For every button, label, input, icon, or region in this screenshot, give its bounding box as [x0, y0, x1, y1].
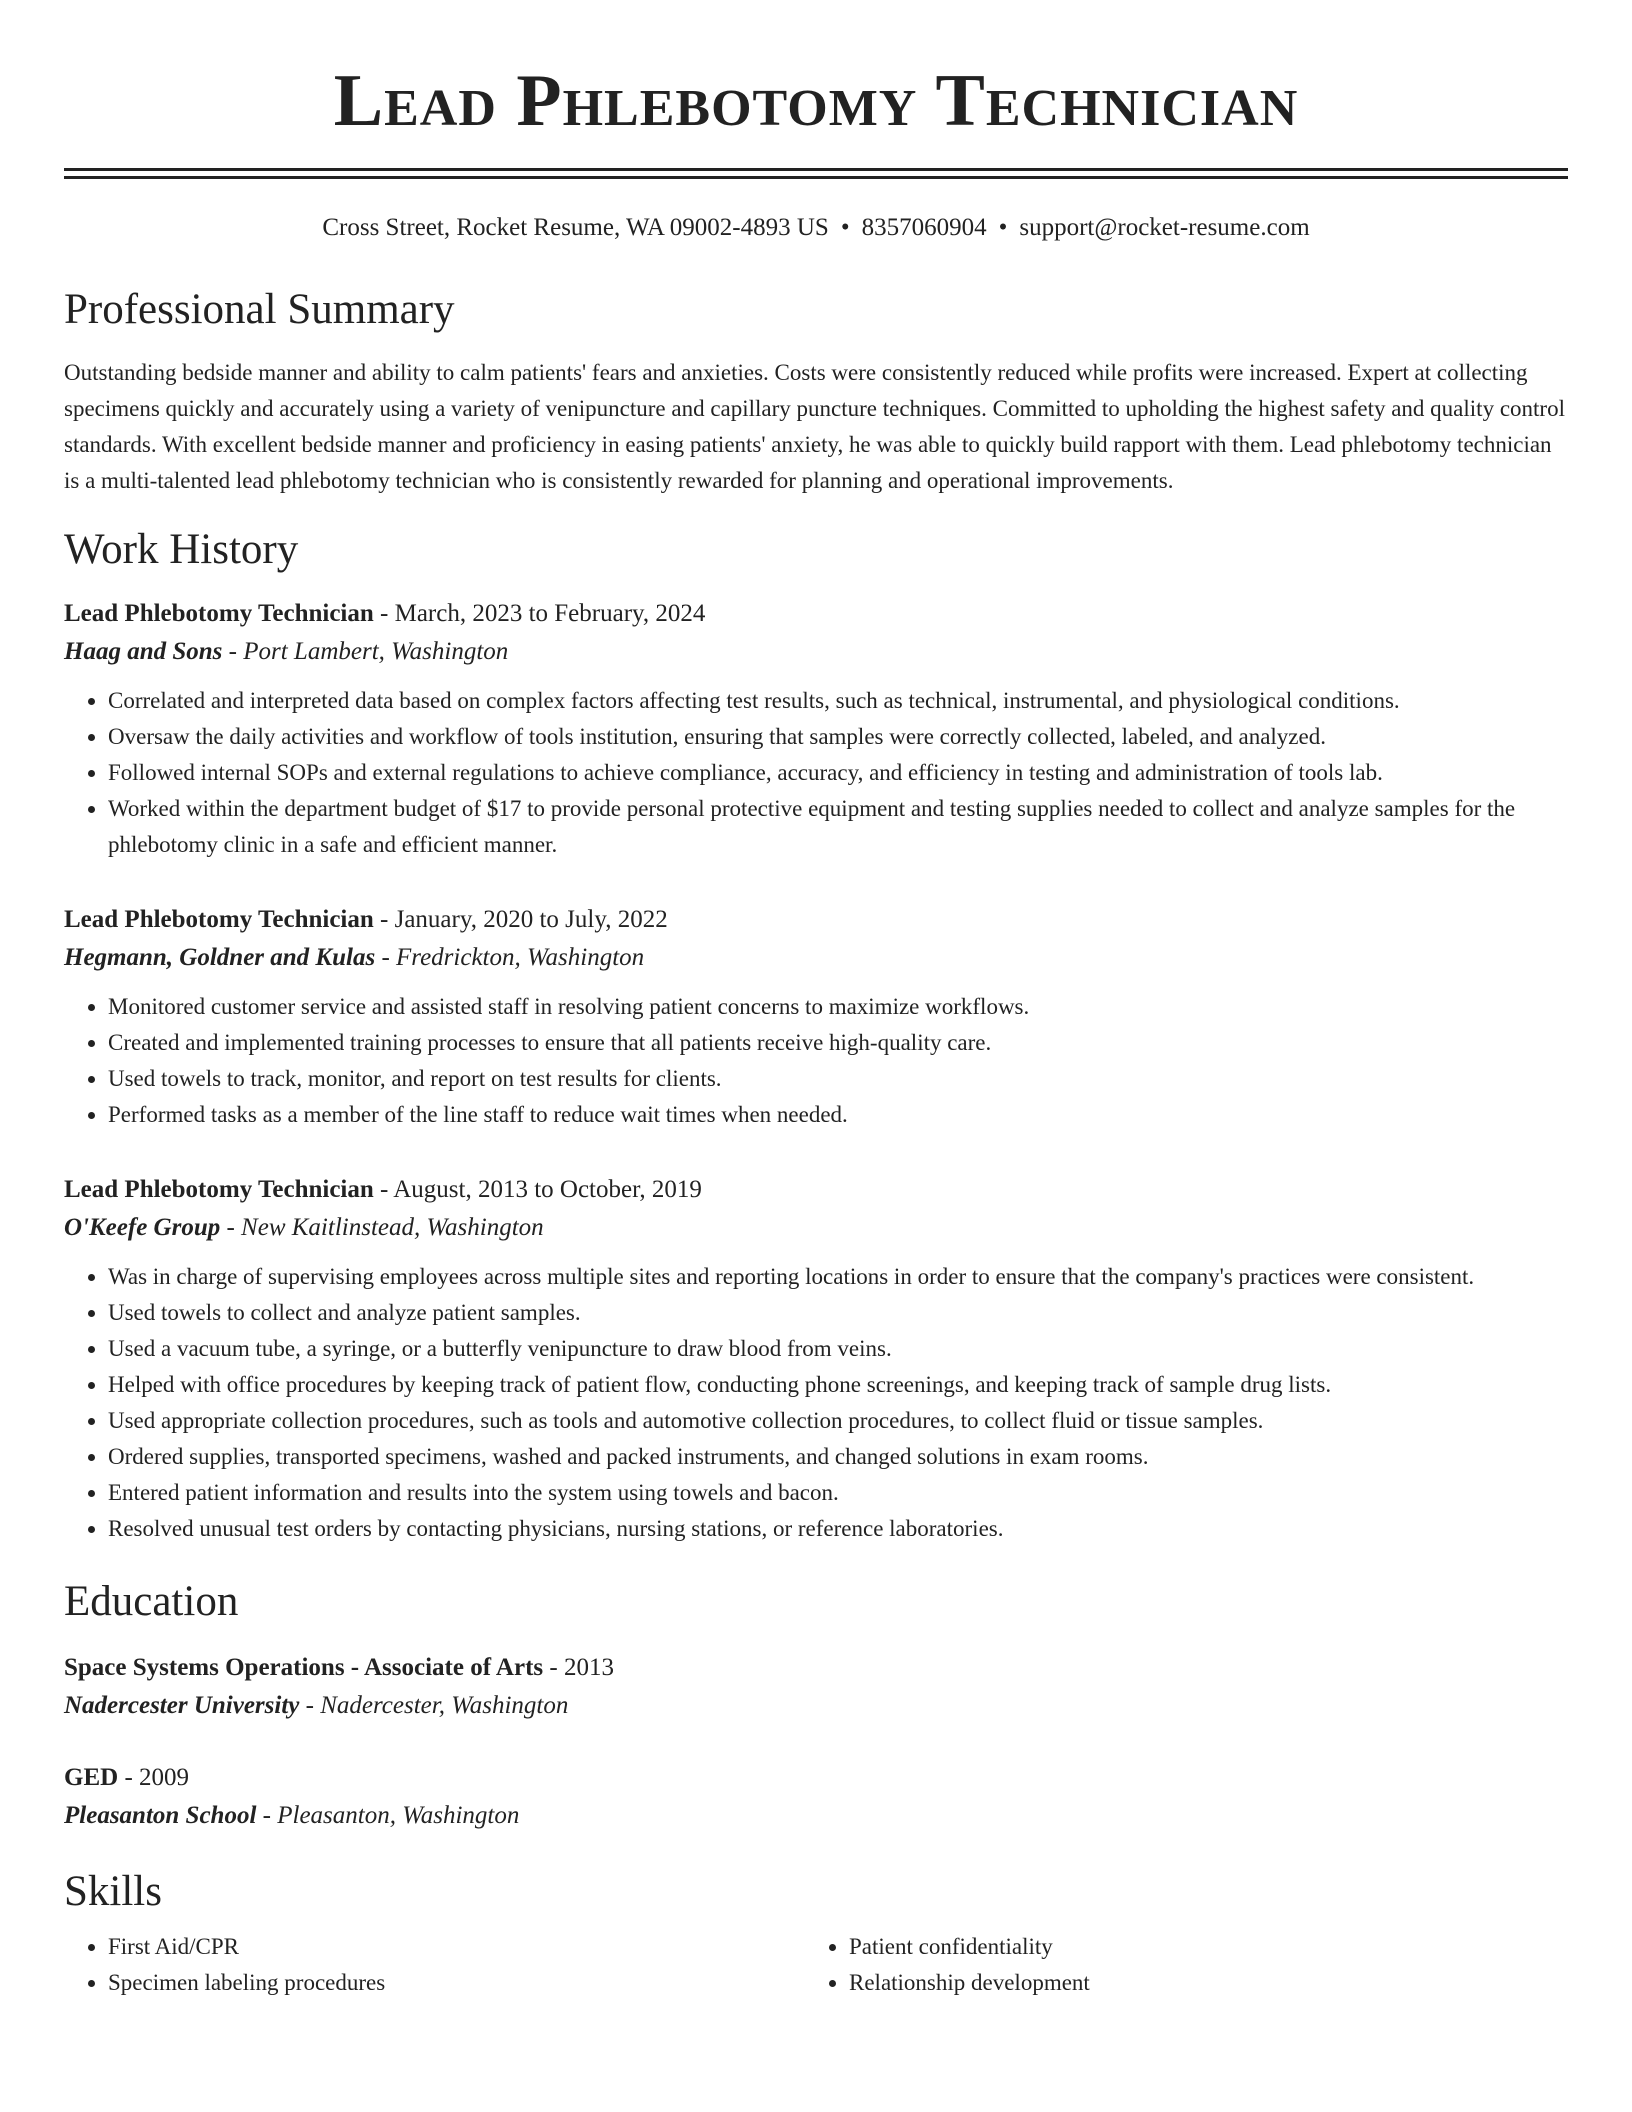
degree-year: - 2013 — [543, 1654, 614, 1681]
employer-name: Hegmann, Goldner and Kulas — [64, 944, 376, 971]
contact-email: support@rocket-resume.com — [1019, 214, 1310, 241]
degree-name: GED — [64, 1764, 119, 1791]
skills-heading: Skills — [64, 1868, 162, 1915]
job-bullet: • Was in charge of supervising employees across multiple sites and reporting locations in order to ensure that the company's practices were consistent. — [108, 1259, 1568, 1295]
job-bullet: • Worked within the department budget of $17 to provide personal protective equipment and testing supplies needed to collect and analyze samples for the phlebotomy clinic in a safe and efficient manner. — [108, 791, 1568, 863]
skill-item: • Specimen labeling procedures — [108, 1965, 805, 2001]
employer-line — [64, 939, 1568, 977]
contact-line — [64, 213, 1568, 243]
job-dates: - January, 2020 to July, 2022 — [373, 906, 668, 933]
school-line — [64, 1797, 1568, 1835]
degree-line — [64, 1759, 1568, 1797]
job-title: Lead Phlebotomy Technician — [64, 600, 374, 627]
job-dates: - August, 2013 to October, 2019 — [373, 1176, 702, 1203]
employer-location: - Fredrickton, Washington — [375, 944, 645, 971]
contact-address: Cross Street, Rocket Resume, WA 09002-4893 US — [322, 214, 829, 241]
employer-name: Haag and Sons — [64, 638, 223, 665]
employer-name: O'Keefe Group — [64, 1214, 221, 1241]
job-bullet: • Ordered supplies, transported specimens, washed and packed instruments, and changed solutions in exam rooms. — [108, 1439, 1568, 1475]
job-title: Lead Phlebotomy Technician — [64, 906, 374, 933]
degree-line — [64, 1649, 1568, 1687]
employer-line — [64, 1209, 1568, 1247]
job-title: Lead Phlebotomy Technician — [64, 1176, 374, 1203]
header-divider — [64, 168, 1568, 179]
employer-line — [64, 633, 1568, 671]
skill-item: • Patient confidentiality — [849, 1929, 1546, 1965]
contact-separator: • — [840, 214, 850, 241]
job-entry — [64, 595, 1568, 863]
job-dates: - March, 2023 to February, 2024 — [373, 600, 706, 627]
education-heading: Education — [64, 1578, 239, 1625]
job-bullet: • Monitored customer service and assisted staff in resolving patient concerns to maximize workflows. — [108, 989, 1568, 1025]
contact-phone: 8357060904 — [861, 214, 987, 241]
school-name: Nadercester University — [64, 1692, 300, 1719]
job-bullet: • Helped with office procedures by keeping track of patient flow, conducting phone screenings, and keeping track of sample drug lists. — [108, 1367, 1568, 1403]
skills-list — [64, 1929, 1568, 2001]
job-bullets — [64, 1259, 1568, 1547]
skill-item: • Relationship development — [849, 1965, 1546, 2001]
job-bullet: • Used towels to collect and analyze patient samples. — [108, 1295, 1568, 1331]
skills-column-right — [805, 1929, 1546, 2001]
resume-title: Lead Phlebotomy Technician — [333, 60, 1299, 142]
school-name: Pleasanton School — [64, 1802, 257, 1829]
employer-location: - Port Lambert, Washington — [222, 638, 509, 665]
job-title-line — [64, 1171, 1568, 1209]
education-entry — [64, 1649, 1568, 1725]
job-title-line — [64, 901, 1568, 939]
skill-item: • First Aid/CPR — [108, 1929, 805, 1965]
job-bullet: • Entered patient information and results into the system using towels and bacon. — [108, 1475, 1568, 1511]
job-bullet: • Used a vacuum tube, a syringe, or a butterfly venipuncture to draw blood from veins. — [108, 1331, 1568, 1367]
job-bullet: • Resolved unusual test orders by contacting physicians, nursing stations, or reference laboratories. — [108, 1511, 1568, 1547]
degree-year: - 2009 — [118, 1764, 190, 1791]
job-entry — [64, 901, 1568, 1133]
job-entry — [64, 1171, 1568, 1547]
employer-location: - New Kaitlinstead, Washington — [220, 1214, 544, 1241]
job-bullet: • Used appropriate collection procedures, such as tools and automotive collection procedures, to collect fluid or tissue samples. — [108, 1403, 1568, 1439]
job-bullet: • Correlated and interpreted data based on complex factors affecting test results, such as technical, instrumental, and physiological conditions. — [108, 683, 1568, 719]
contact-separator: • — [998, 214, 1008, 241]
summary-heading: Professional Summary — [64, 286, 455, 333]
job-title-line — [64, 595, 1568, 633]
job-bullets — [64, 683, 1568, 863]
job-bullets — [64, 989, 1568, 1133]
education-entry — [64, 1759, 1568, 1835]
job-bullet: • Created and implemented training processes to ensure that all patients receive high-quality care. — [108, 1025, 1568, 1061]
school-location: - Nadercester, Washington — [299, 1692, 569, 1719]
school-line — [64, 1687, 1568, 1725]
job-bullet: • Oversaw the daily activities and workflow of tools institution, ensuring that samples were correctly collected, labeled, and analyzed. — [108, 719, 1568, 755]
job-bullet: • Performed tasks as a member of the line staff to reduce wait times when needed. — [108, 1097, 1568, 1133]
summary-text: Outstanding bedside manner and ability to calm patients' fears and anxieties. Costs were consistently reduced while profits were increased. Expert at collecting specimens quickly and accurately using a variety of venipuncture and capillary puncture techniques. Committed to upholding the highest safety and quality control standards. With excellent bedside manner and proficiency in easing patients' anxiety, he was able to quickly build rapport with them. Lead phlebotomy technician is a multi-talented lead phlebotomy technician who is consistently rewarded for planning and operational improvements. — [64, 360, 1565, 493]
job-bullet: • Followed internal SOPs and external regulations to achieve compliance, accuracy, and efficiency in testing and administration of tools lab. — [108, 755, 1568, 791]
skills-column-left — [64, 1929, 805, 2001]
school-location: - Pleasanton, Washington — [256, 1802, 520, 1829]
job-bullet: • Used towels to track, monitor, and report on test results for clients. — [108, 1061, 1568, 1097]
degree-name: Space Systems Operations - Associate of Arts — [64, 1654, 544, 1681]
work-history-heading: Work History — [64, 526, 299, 573]
